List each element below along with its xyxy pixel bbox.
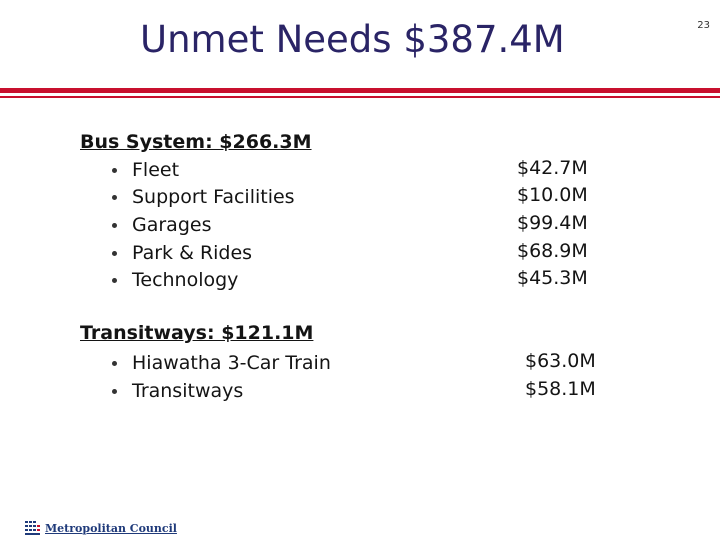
section-heading-transitways: Transitways: $121.1M [80, 322, 314, 344]
council-logo-icon [24, 519, 42, 537]
list-item-label: Hiawatha 3-Car Train [132, 351, 331, 374]
list-item-amount: $42.7M [517, 157, 588, 179]
list-item [112, 183, 295, 210]
list-item [112, 349, 331, 376]
bullet-icon [112, 223, 117, 228]
bullet-icon [112, 251, 117, 256]
bullet-icon [112, 195, 117, 200]
list-item-label: Transitways [132, 379, 244, 402]
bullet-icon [112, 168, 117, 173]
bullet-icon [112, 278, 117, 283]
metropolitan-council-logo [24, 518, 177, 538]
list-item-amount: $10.0M [517, 184, 588, 206]
bullet-icon [112, 361, 117, 366]
list-item-amount: $45.3M [517, 267, 588, 289]
list-item-amount: $63.0M [525, 350, 596, 372]
list-item-amount: $58.1M [525, 378, 596, 400]
list-item-amount: $99.4M [517, 212, 588, 234]
list-item [112, 156, 179, 183]
list-item-label: Park & Rides [132, 241, 253, 264]
list-item [112, 377, 243, 404]
list-item-label: Technology [132, 268, 239, 291]
list-item-amount: $68.9M [517, 240, 588, 262]
list-item-label: Garages [132, 213, 212, 236]
title-divider-thick [0, 88, 720, 93]
bullet-icon [112, 389, 117, 394]
list-item [112, 239, 252, 266]
section-heading-bus-system: Bus System: $266.3M [80, 131, 312, 153]
page-number: 23 [697, 20, 710, 31]
list-item [112, 211, 211, 238]
slide-title: Unmet Needs $387.4M [140, 18, 565, 61]
title-divider-thin [0, 96, 720, 98]
logo-text: Metropolitan Council [45, 521, 177, 535]
list-item-label: Fleet [132, 158, 180, 181]
list-item-label: Support Facilities [132, 185, 295, 208]
list-item [112, 266, 238, 293]
